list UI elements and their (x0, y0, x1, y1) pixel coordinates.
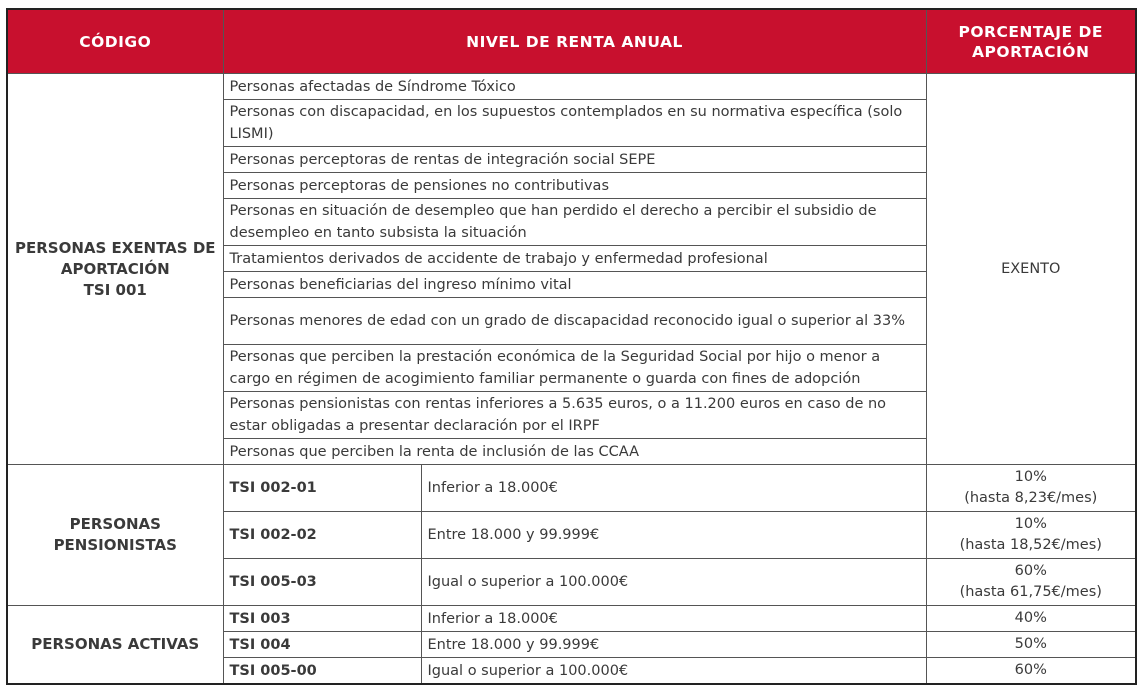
exempt-item: Personas pensionistas con rentas inferiores a 5.635 euros, o a 11.200 euros en caso de no estar obligadas a presentar declaración por el IRPF (223, 392, 926, 439)
header-percentage-line2: APORTACIÓN (972, 42, 1090, 61)
percentage-cell: 60% (926, 658, 1136, 685)
level-cell: Inferior a 18.000€ (421, 606, 926, 632)
level-cell: Entre 18.000 y 99.999€ (421, 512, 926, 559)
percentage-cell (926, 559, 1136, 606)
header-code: CÓDIGO (7, 9, 223, 74)
group-pensioners (7, 465, 223, 606)
exempt-item: Personas que perciben la prestación económica de la Seguridad Social por hijo o menor a cargo en régimen de acogimiento familiar permanente o guarda con fines de adopción (223, 345, 926, 392)
code-cell: TSI 002-01 (223, 465, 421, 512)
code-cell: TSI 005-03 (223, 559, 421, 606)
exempt-percentage: EXENTO (926, 74, 1136, 465)
exempt-item: Personas perceptoras de pensiones no contributivas (223, 173, 926, 199)
group-exempt-line2: APORTACIÓN (60, 259, 170, 278)
exempt-item: Tratamientos derivados de accidente de trabajo y enfermedad profesional (223, 246, 926, 272)
exempt-item: Personas afectadas de Síndrome Tóxico (223, 74, 926, 100)
copayment-table (6, 8, 1137, 685)
code-cell: TSI 003 (223, 606, 421, 632)
percentage-cap: (hasta 61,75€/mes) (959, 584, 1102, 600)
exempt-item: Personas beneficiarias del ingreso mínimo vital (223, 272, 926, 298)
header-row (7, 9, 1136, 74)
header-percentage (926, 9, 1136, 74)
group-exempt (7, 74, 223, 465)
percentage-value: 60% (1014, 563, 1047, 579)
header-level: NIVEL DE RENTA ANUAL (223, 9, 926, 74)
table-row (7, 606, 1136, 632)
code-cell: TSI 002-02 (223, 512, 421, 559)
level-cell: Igual o superior a 100.000€ (421, 559, 926, 606)
code-cell: TSI 005-00 (223, 658, 421, 685)
exempt-item: Personas perceptoras de rentas de integración social SEPE (223, 147, 926, 173)
level-cell: Entre 18.000 y 99.999€ (421, 632, 926, 658)
group-active: PERSONAS ACTIVAS (7, 606, 223, 685)
header-percentage-line1: PORCENTAJE DE (958, 22, 1103, 41)
group-exempt-line1: PERSONAS EXENTAS DE (14, 238, 216, 257)
percentage-cell: 50% (926, 632, 1136, 658)
exempt-item: Personas con discapacidad, en los supuestos contemplados en su normativa específica (solo LISMI) (223, 100, 926, 147)
exempt-item: Personas menores de edad con un grado de discapacidad reconocido igual o superior al 33% (223, 298, 926, 345)
percentage-value: 10% (1014, 516, 1047, 532)
percentage-cell: 40% (926, 606, 1136, 632)
level-cell: Inferior a 18.000€ (421, 465, 926, 512)
percentage-cell (926, 512, 1136, 559)
level-cell: Igual o superior a 100.000€ (421, 658, 926, 685)
code-cell: TSI 004 (223, 632, 421, 658)
percentage-cell (926, 465, 1136, 512)
exempt-item: Personas que perciben la renta de inclusión de las CCAA (223, 439, 926, 465)
group-pensioners-line2: PENSIONISTAS (53, 536, 177, 554)
percentage-cap: (hasta 8,23€/mes) (964, 490, 1098, 506)
group-pensioners-line1: PERSONAS (69, 515, 161, 533)
percentage-cap: (hasta 18,52€/mes) (959, 537, 1102, 553)
group-exempt-code: TSI 001 (83, 280, 147, 299)
table-row (7, 465, 1136, 512)
exempt-item: Personas en situación de desempleo que han perdido el derecho a percibir el subsidio de desempleo en tanto subsista la situación (223, 199, 926, 246)
table-row (7, 74, 1136, 100)
percentage-value: 10% (1014, 469, 1047, 485)
